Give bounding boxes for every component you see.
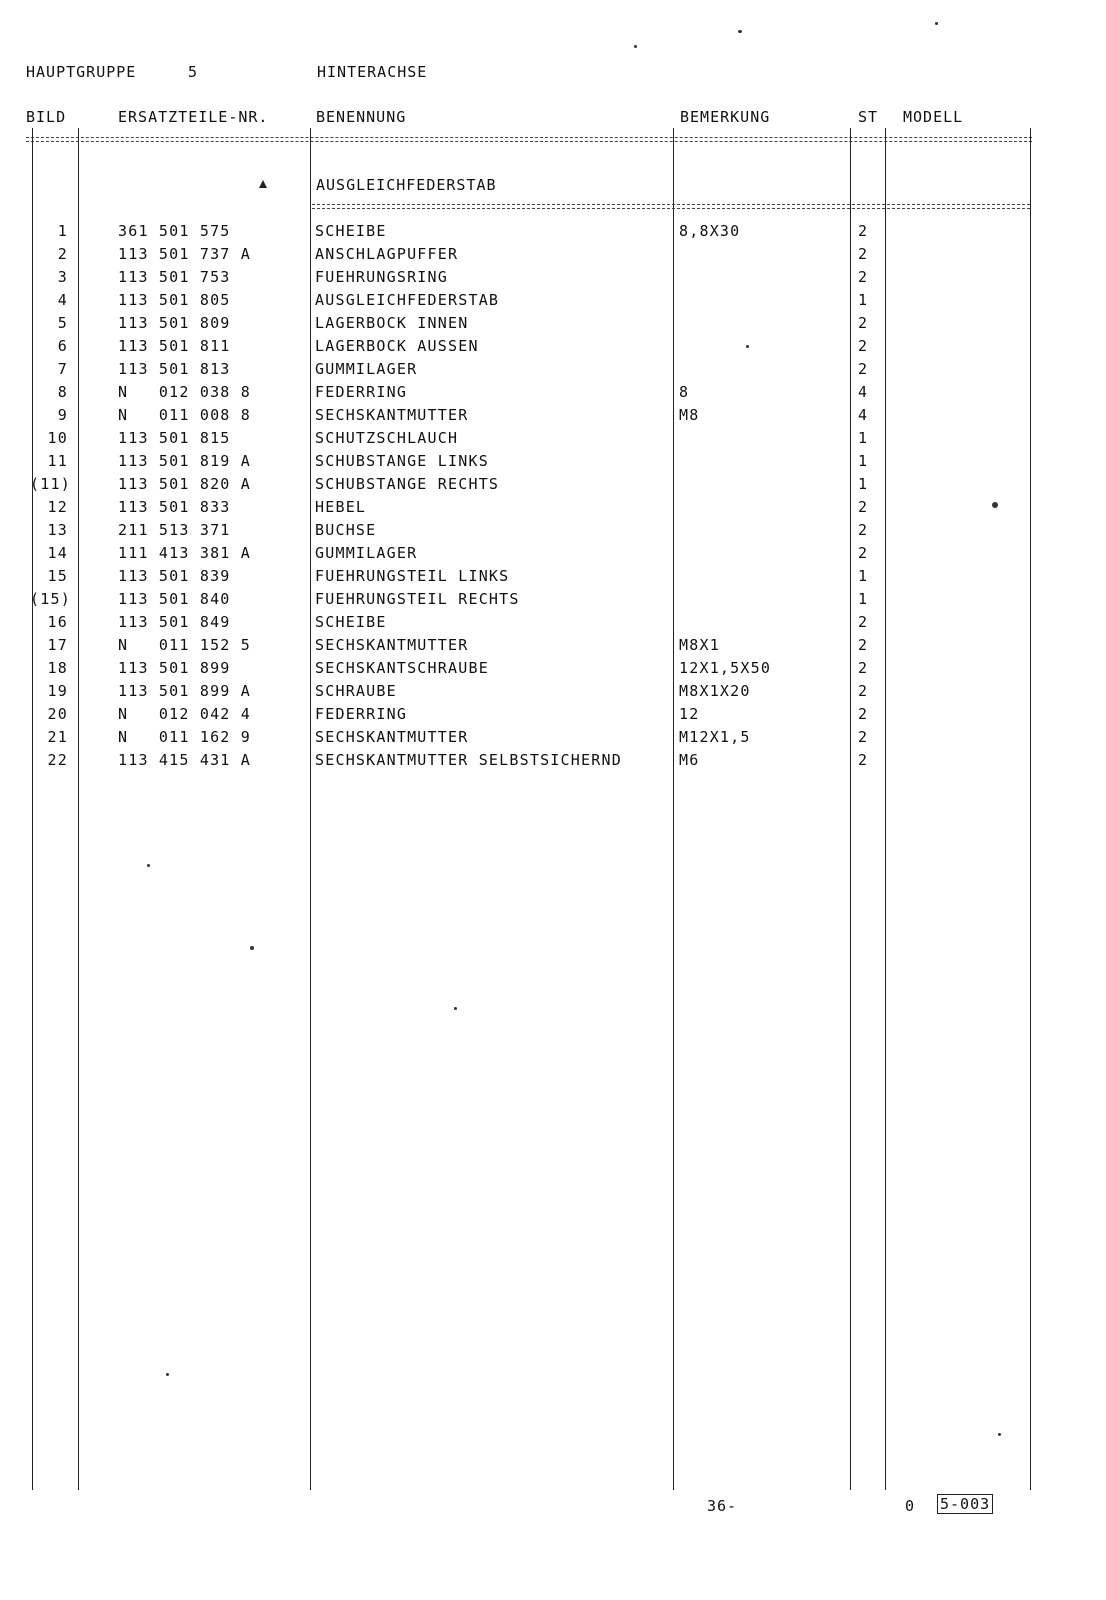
bild-number: 17	[47, 636, 68, 654]
group-label: HAUPTGRUPPE	[26, 63, 137, 81]
part-number: N 012 038 8	[118, 383, 251, 401]
column-divider	[673, 128, 674, 1490]
bild-number: 3	[57, 268, 68, 286]
part-quantity: 4	[858, 383, 869, 401]
part-number: 113 501 899	[118, 659, 231, 677]
bild-number: 9	[57, 406, 68, 424]
bild-number: (11)	[30, 475, 71, 493]
page-number: 36-	[707, 1497, 738, 1515]
part-number: 113 501 819 A	[118, 452, 251, 470]
part-number: 113 501 899 A	[118, 682, 251, 700]
part-number: 113 501 809	[118, 314, 231, 332]
part-remark: 12	[679, 705, 700, 723]
part-name: SCHRAUBE	[315, 682, 397, 700]
header-rule	[26, 137, 1032, 142]
column-divider	[850, 128, 851, 1490]
part-quantity: 2	[858, 728, 869, 746]
part-quantity: 4	[858, 406, 869, 424]
part-number: 113 501 753	[118, 268, 231, 286]
part-name: SECHSKANTMUTTER	[315, 636, 469, 654]
scan-speck	[634, 45, 637, 48]
part-remark	[679, 427, 844, 450]
part-name: SCHEIBE	[315, 222, 387, 240]
part-quantity: 1	[858, 590, 869, 608]
part-name: FEDERRING	[315, 383, 408, 401]
scan-speck	[746, 345, 749, 348]
col-header-bild: BILD	[26, 108, 67, 126]
part-remark	[679, 588, 844, 611]
part-remark: 8	[679, 383, 690, 401]
part-remark	[679, 542, 844, 565]
bild-number: 2	[57, 245, 68, 263]
part-quantity: 2	[858, 751, 869, 769]
column-divider	[1030, 128, 1031, 1490]
col-header-remark: BEMERKUNG	[680, 108, 771, 126]
part-quantity: 2	[858, 682, 869, 700]
part-number: 111 413 381 A	[118, 544, 251, 562]
part-name: LAGERBOCK INNEN	[315, 314, 469, 332]
scan-speck	[935, 22, 938, 25]
bild-number: 20	[47, 705, 68, 723]
part-number: 113 501 849	[118, 613, 231, 631]
part-number: 113 501 815	[118, 429, 231, 447]
part-quantity: 2	[858, 268, 869, 286]
part-name: FUEHRUNGSTEIL RECHTS	[315, 590, 520, 608]
part-quantity: 2	[858, 705, 869, 723]
part-number: 113 501 833	[118, 498, 231, 516]
part-number: 211 513 371	[118, 521, 231, 539]
bild-number: 13	[47, 521, 68, 539]
scan-speck	[250, 946, 254, 950]
scan-speck	[454, 1007, 457, 1010]
part-quantity: 2	[858, 521, 869, 539]
scan-speck	[147, 864, 150, 867]
page-code: 5-003	[937, 1494, 993, 1514]
part-name: FUEHRUNGSRING	[315, 268, 448, 286]
part-remark: M8X1X20	[679, 682, 751, 700]
part-quantity: 2	[858, 245, 869, 263]
part-remark: 12X1,5X50	[679, 659, 772, 677]
part-remark: M6	[679, 751, 700, 769]
part-name: ANSCHLAGPUFFER	[315, 245, 459, 263]
group-number: 5	[188, 63, 199, 81]
bild-number: 4	[57, 291, 68, 309]
part-remark: M8X1	[679, 636, 720, 654]
part-name: LAGERBOCK AUSSEN	[315, 337, 479, 355]
column-divider	[310, 128, 311, 1490]
column-divider	[885, 128, 886, 1490]
bild-number: 8	[57, 383, 68, 401]
section-rule	[312, 204, 1030, 209]
bild-number: 21	[47, 728, 68, 746]
bild-number: 15	[47, 567, 68, 585]
column-divider	[78, 128, 79, 1490]
part-number: 113 415 431 A	[118, 751, 251, 769]
part-number: N 011 162 9	[118, 728, 251, 746]
part-quantity: 2	[858, 337, 869, 355]
part-quantity: 1	[858, 291, 869, 309]
part-remark	[679, 312, 844, 335]
part-quantity: 2	[858, 222, 869, 240]
part-remark: 8,8X30	[679, 222, 741, 240]
bild-number: (15)	[30, 590, 71, 608]
part-number: 113 501 840	[118, 590, 231, 608]
part-name: SECHSKANTSCHRAUBE	[315, 659, 489, 677]
part-quantity: 2	[858, 659, 869, 677]
col-header-model: MODELL	[903, 108, 964, 126]
part-remark	[679, 565, 844, 588]
part-quantity: 2	[858, 360, 869, 378]
part-name: FUEHRUNGSTEIL LINKS	[315, 567, 510, 585]
part-number: N 011 008 8	[118, 406, 251, 424]
part-quantity: 2	[858, 636, 869, 654]
bild-number: 22	[47, 751, 68, 769]
part-remark: M12X1,5	[679, 728, 751, 746]
part-name: GUMMILAGER	[315, 544, 418, 562]
part-remark	[679, 289, 844, 312]
col-header-part-no: ERSATZTEILE-NR.	[118, 108, 269, 126]
group-title: HINTERACHSE	[317, 63, 428, 81]
part-name: FEDERRING	[315, 705, 408, 723]
part-remark	[679, 358, 844, 381]
part-name: SCHUBSTANGE LINKS	[315, 452, 489, 470]
part-remark	[679, 519, 844, 542]
scan-speck	[992, 502, 998, 508]
part-remark	[679, 496, 844, 519]
part-quantity: 1	[858, 452, 869, 470]
part-number: 113 501 805	[118, 291, 231, 309]
part-number: 113 501 813	[118, 360, 231, 378]
part-quantity: 2	[858, 314, 869, 332]
part-name: SCHEIBE	[315, 613, 387, 631]
part-name: AUSGLEICHFEDERSTAB	[315, 291, 500, 309]
part-name: SCHUBSTANGE RECHTS	[315, 475, 500, 493]
part-name: SCHUTZSCHLAUCH	[315, 429, 459, 447]
col-header-qty: ST	[858, 108, 879, 126]
part-name: SECHSKANTMUTTER SELBSTSICHERND	[315, 751, 622, 769]
triangle-mark-icon	[259, 180, 267, 188]
bild-number: 11	[47, 452, 68, 470]
part-number: 113 501 820 A	[118, 475, 251, 493]
part-quantity: 1	[858, 429, 869, 447]
bild-number: 18	[47, 659, 68, 677]
scan-speck	[738, 30, 742, 33]
bild-number: 19	[47, 682, 68, 700]
part-number: N 012 042 4	[118, 705, 251, 723]
bild-number: 1	[57, 222, 68, 240]
part-name: BUCHSE	[315, 521, 377, 539]
part-remark	[679, 266, 844, 289]
part-name: HEBEL	[315, 498, 367, 516]
part-name: SECHSKANTMUTTER	[315, 728, 469, 746]
bild-number: 12	[47, 498, 68, 516]
part-quantity: 2	[858, 498, 869, 516]
part-remark	[679, 473, 844, 496]
part-remark	[679, 243, 844, 266]
scan-speck	[166, 1373, 169, 1376]
part-number: 113 501 839	[118, 567, 231, 585]
bild-number: 14	[47, 544, 68, 562]
part-quantity: 2	[858, 613, 869, 631]
part-remark	[679, 450, 844, 473]
part-quantity: 1	[858, 567, 869, 585]
part-number: N 011 152 5	[118, 636, 251, 654]
bild-number: 7	[57, 360, 68, 378]
part-remark: M8	[679, 406, 700, 424]
part-number: 361 501 575	[118, 222, 231, 240]
col-header-name: BENENNUNG	[316, 108, 407, 126]
bild-number: 6	[57, 337, 68, 355]
part-quantity: 1	[858, 475, 869, 493]
part-number: 113 501 737 A	[118, 245, 251, 263]
bild-number: 5	[57, 314, 68, 332]
part-name: GUMMILAGER	[315, 360, 418, 378]
part-number: 113 501 811	[118, 337, 231, 355]
footer-prefix: 0	[905, 1497, 916, 1515]
part-remark	[679, 611, 844, 634]
section-title: AUSGLEICHFEDERSTAB	[316, 176, 497, 194]
bild-number: 16	[47, 613, 68, 631]
part-name: SECHSKANTMUTTER	[315, 406, 469, 424]
scan-speck	[998, 1433, 1001, 1436]
part-quantity: 2	[858, 544, 869, 562]
bild-number: 10	[47, 429, 68, 447]
part-remark	[679, 335, 844, 358]
